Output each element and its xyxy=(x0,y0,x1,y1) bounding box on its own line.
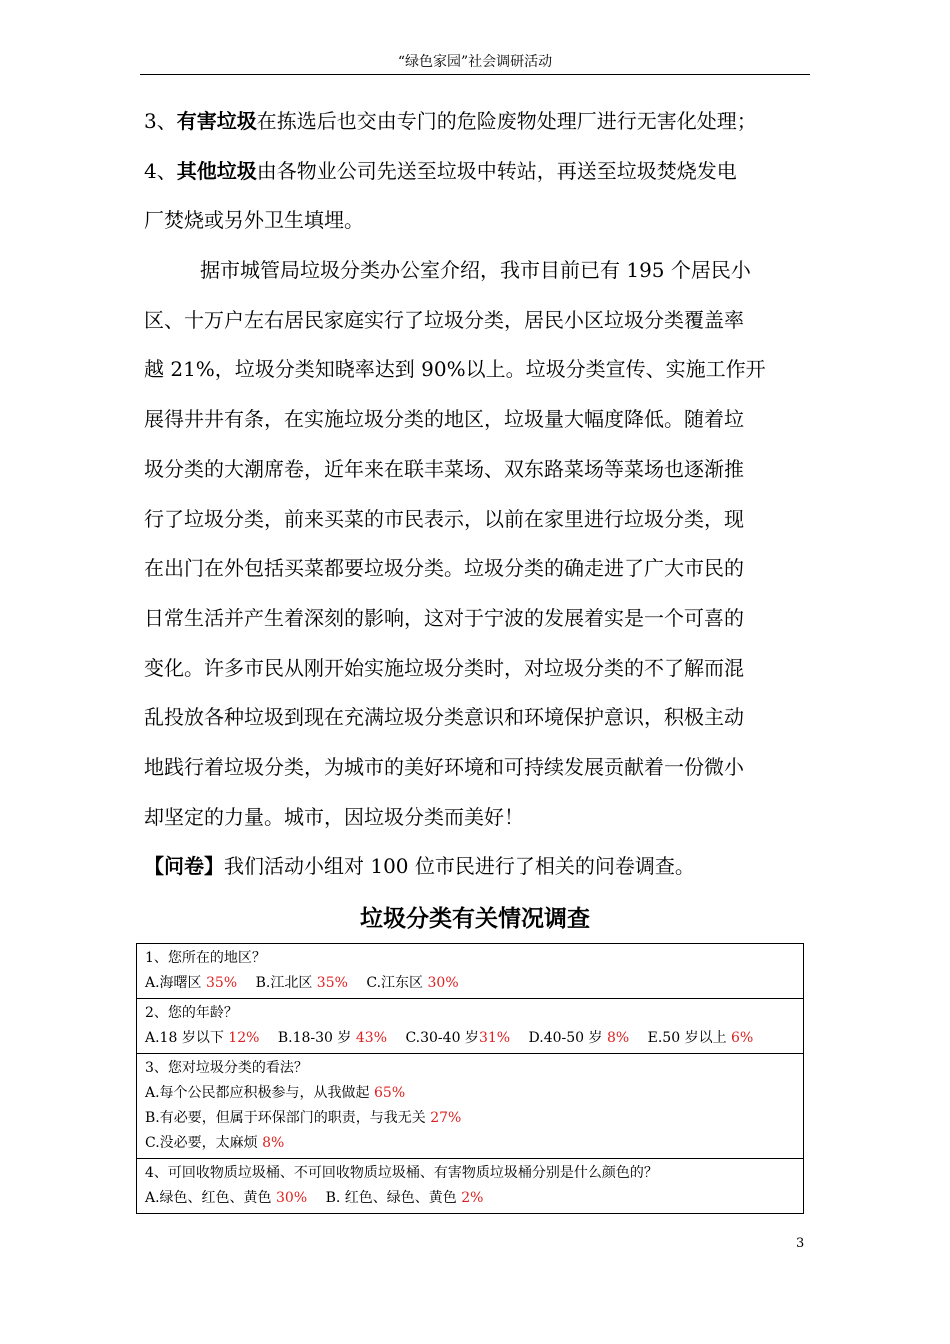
option-percent: 2% xyxy=(461,1190,484,1206)
option-percent: 35% xyxy=(316,975,348,991)
option-label: A.绿色、红色、黄色 xyxy=(145,1190,272,1206)
option-label: A.18 岁以下 xyxy=(145,1030,224,1046)
option-percent: 27% xyxy=(430,1110,462,1126)
header-title: “绿色家园”社会调研活动 xyxy=(397,54,553,70)
paragraph-line: 越 21%，垃圾分类知晓率达到 90%以上。垃圾分类宣传、实施工作开 xyxy=(144,357,766,382)
option-label: B.有必要，但属于环保部门的职责，与我无关 xyxy=(145,1110,426,1126)
questionnaire-intro xyxy=(144,842,819,892)
option-percent: 6% xyxy=(731,1030,754,1046)
survey-title: 垃圾分类有关情况调查 xyxy=(360,906,590,932)
answer-options xyxy=(145,1026,795,1051)
survey-question-row xyxy=(137,1159,804,1214)
questionnaire-tag: 【问卷】 xyxy=(144,854,224,879)
question-text: 4、可回收物质垃圾桶、不可回收物质垃圾桶、有害物质垃圾桶分别是什么颜色的？ xyxy=(145,1165,658,1181)
option-percent: 65% xyxy=(374,1085,406,1101)
list-number: 3、 xyxy=(144,109,177,133)
paragraph-hazardous-waste xyxy=(144,97,819,147)
paragraph-line: 区、十万户左右居民家庭实行了垃圾分类，居民小区垃圾分类覆盖率 xyxy=(144,307,744,332)
survey-question-cell xyxy=(137,944,804,999)
survey-question-row xyxy=(137,999,804,1054)
option-percent: 30% xyxy=(427,975,459,991)
option-label: C.30-40 岁 xyxy=(405,1030,479,1046)
option-label: B.江北区 xyxy=(255,975,313,991)
term-hazardous-waste: 有害垃圾 xyxy=(176,109,257,133)
option-label: E.50 岁以上 xyxy=(647,1030,727,1046)
survey-table xyxy=(136,943,804,1214)
paragraph-line: 在出门在外包括买菜都要垃圾分类。垃圾分类的确走进了广大市民的 xyxy=(144,556,744,581)
survey-question-cell xyxy=(137,999,804,1054)
option-label: C.江东区 xyxy=(366,975,424,991)
paragraph-text: 由各物业公司先送至垃圾中转站，再送至垃圾焚烧发电 xyxy=(256,158,737,183)
survey-question-cell xyxy=(137,1054,804,1159)
answer-options xyxy=(145,971,795,996)
survey-question-row xyxy=(137,944,804,999)
option-label: D.40-50 岁 xyxy=(528,1030,603,1046)
option-percent: 8% xyxy=(606,1030,630,1046)
answer-option xyxy=(145,1081,795,1106)
paragraph-line: 乱投放各种垃圾到现在充满垃圾分类意识和环境保护意识，积极主动 xyxy=(144,705,744,730)
answer-options xyxy=(145,1186,795,1211)
page-number: 3 xyxy=(796,1236,805,1251)
answer-option xyxy=(145,1106,795,1131)
term-other-waste: 其他垃圾 xyxy=(176,158,257,183)
question-text: 2、您的年龄？ xyxy=(145,1005,238,1021)
paragraph-line: 圾分类的大潮席卷，近年来在联丰菜场、双东路菜场等菜场也逐渐推 xyxy=(144,456,744,481)
document-body xyxy=(144,97,819,892)
option-label: A.海曙区 xyxy=(145,975,202,991)
option-percent: 35% xyxy=(206,975,238,991)
option-percent: 12% xyxy=(228,1030,260,1046)
survey-question-row xyxy=(137,1054,804,1159)
paragraph-line: 据市城管局垃圾分类办公室介绍，我市目前已有 195 个居民小 xyxy=(200,258,751,283)
option-percent: 31% xyxy=(478,1030,511,1046)
paragraph-other-waste xyxy=(144,147,819,197)
paragraph-line: 却坚定的力量。城市，因垃圾分类而美好！ xyxy=(144,804,524,829)
answer-option xyxy=(145,1131,795,1156)
page-header xyxy=(140,52,810,75)
question-text: 3、您对垃圾分类的看法？ xyxy=(145,1060,308,1076)
option-label: B. 红色、绿色、黄色 xyxy=(325,1190,457,1206)
paragraph-line: 展得井井有条，在实施垃圾分类的地区，垃圾量大幅度降低。随着垃 xyxy=(144,407,744,432)
survey-question-cell xyxy=(137,1159,804,1214)
paragraph-line: 地践行着垃圾分类，为城市的美好环境和可持续发展贡献着一份微小 xyxy=(144,754,744,779)
option-percent: 30% xyxy=(276,1190,308,1206)
paragraph-line: 日常生活并产生着深刻的影响，这对于宁波的发展着实是一个可喜的 xyxy=(144,605,744,630)
paragraph-line: 变化。许多市民从刚开始实施垃圾分类时，对垃圾分类的不了解而混 xyxy=(144,655,744,680)
option-label: B.18-30 岁 xyxy=(277,1030,352,1046)
option-label: A.每个公民都应积极参与，从我做起 xyxy=(145,1085,370,1101)
paragraph-other-waste-continued: 厂焚烧或另外卫生填埋。 xyxy=(144,208,364,233)
option-label: C.没必要，太麻烦 xyxy=(145,1135,258,1151)
questionnaire-text: 我们活动小组对 100 位市民进行了相关的问卷调查。 xyxy=(224,854,695,879)
option-percent: 43% xyxy=(355,1030,387,1046)
list-number: 4、 xyxy=(144,158,177,183)
question-text: 1、您所在的地区？ xyxy=(145,950,266,966)
paragraph-text: 在拣选后也交由专门的危险废物处理厂进行无害化处理； xyxy=(256,109,757,133)
option-percent: 8% xyxy=(262,1135,285,1151)
paragraph-line: 行了垃圾分类，前来买菜的市民表示，以前在家里进行垃圾分类，现 xyxy=(144,506,744,531)
